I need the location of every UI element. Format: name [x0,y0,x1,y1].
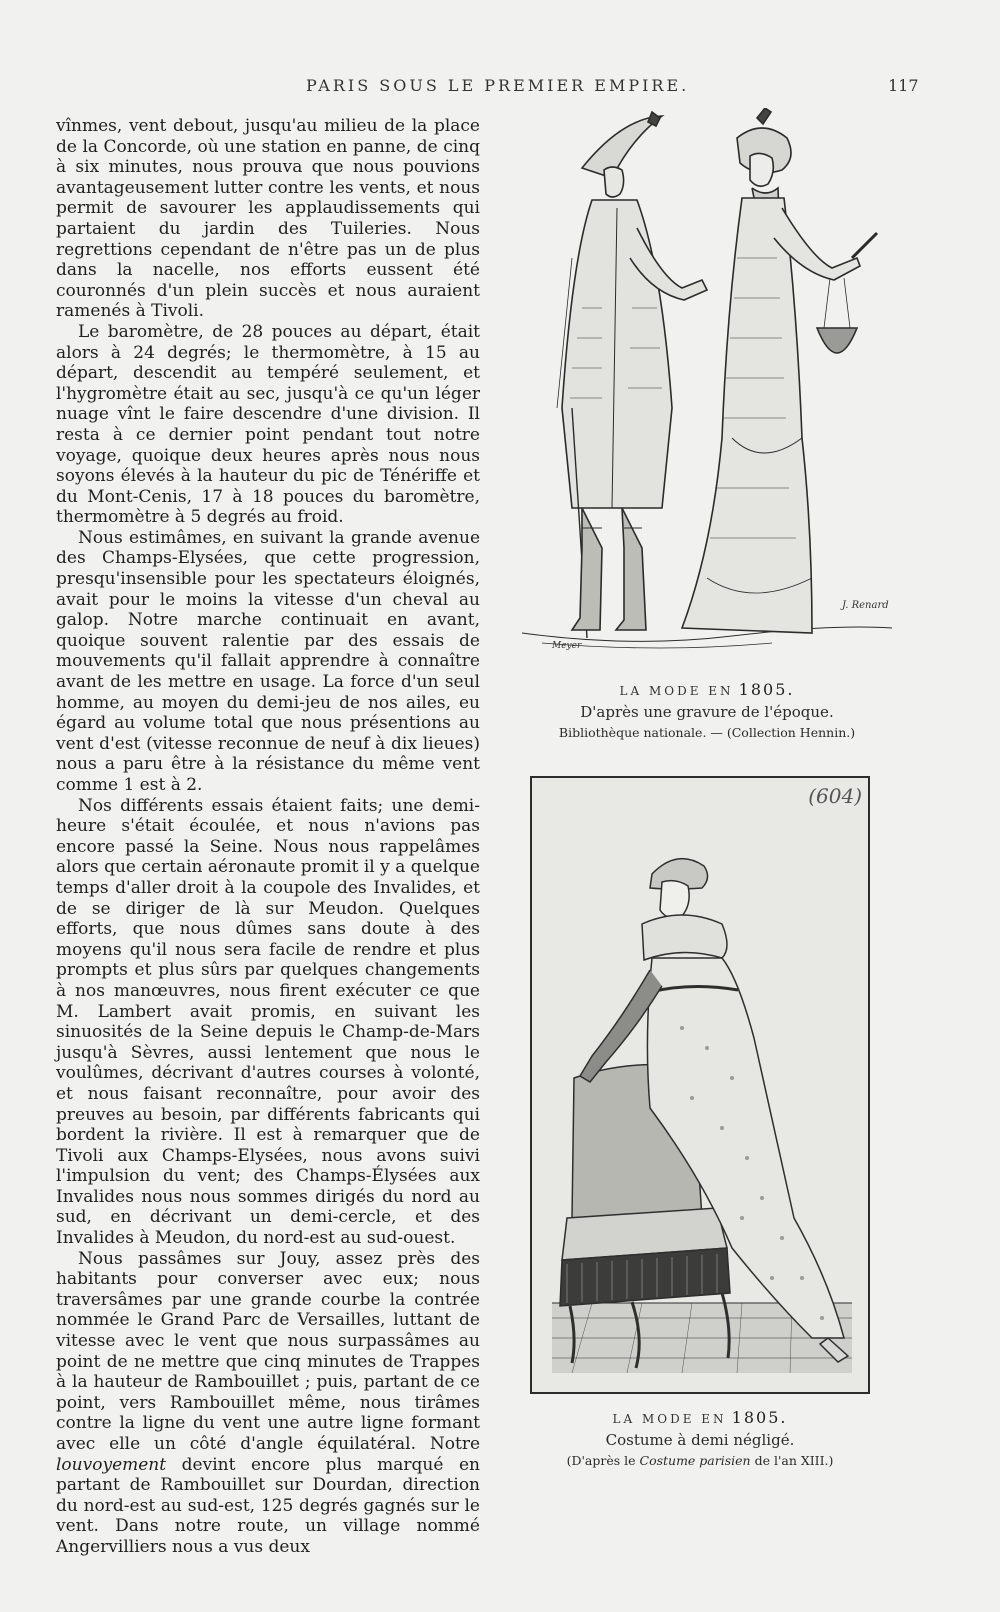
figure-caption [530,1408,870,1468]
paragraph: vînmes, vent debout, jusqu'au milieu de la place de la Concorde, où une station en panne, de cinq à six minutes, nous prouva que nous pouvions avantageusement lutter contre les vents, et nous permit de savourer les applaudissements qui partaient du jardin des Tuileries. Nous regrettions cependant de n'être pas un de plus dans la nacelle, nos efforts eussent été couronnés d'un plein succès et nous auraient ramenés à Tivoli. [56,116,480,322]
paragraph: Nos différents essais étaient faits; une demi-heure s'était écoulée, et nous n'avions pas encore passé la Seine. Nous nous rappelâmes alors que certain aéronaute promit il y a quelque temps d'aller droit à la coupole des Invalides, et de se diriger de là sur Meudon. Quelques efforts, que nous dûmes sans doute à des moyens qu'il nous sera facile de rendre et plus prompts et plus sûrs par quelques changements à nos manœuvres, nous firent exécuter ce que M. Lambert avait promis, en suivant les sinuosités de la Seine depuis le Champ-de-Mars jusqu'à Sèvres, aussi lentement que nous le voulûmes, décrivant d'autres courses à volonté, et nous faisant reconnaître, pour avoir des preuves au besoin, par différents fabricants qui bordent la rivière. Il est à remarquer que de Tivoli aux Champs-Elysées, nous avons suivi l'impulsion du vent; des Champs-Élysées aux Invalides nous nous sommes dirigés du nord au sud, en décrivant un demi-cercle, et des Invalides à Meudon, du nord-est au sud-ouest. [56,795,480,1249]
caption-credit-text: (D'après le [566,1453,640,1468]
caption-year: 1805. [738,680,795,699]
italic-word: louvoyement [56,1454,167,1475]
caption-title: LA MODE EN [612,1412,727,1426]
page-number: 117 [888,76,919,95]
engraver-signature: J. Renard [842,600,889,611]
body-text-column [56,116,480,1558]
running-head [0,76,1000,100]
fashion-plate-frame [530,776,870,1394]
paragraph-text: devint encore plus marqué en partant de Rambouillet sur Dourdan, direction du nord-est au sud-est, 125 degrés gagnés sur le vent. Dans notre route, un village nommé Angervilliers nous a vus deux [56,1454,480,1557]
plate-number: (604) [808,784,862,808]
paragraph: Nous estimâmes, en suivant la grande avenue des Champs-Elysées, que cette progression, presqu'insensible pour les spectateurs éloignés, avait pour le moins la vitesse d'un cheval au galop. Notre marche continuait en avant, quoique souvent ralentie par des essais de mouvements qu'il fallait apprendre à connaître avant de les mettre en usage. La force d'un seul homme, au moyen du demi-jeu de nos ailes, eu égard au volume total que nous présentions au vent d'est (vitesse reconnue de neuf à dix lieues) nous a paru être à la résistance du même vent comme 1 est à 2. [56,527,480,795]
engraving-couple-1805 [512,108,902,668]
engraver-signature: Meyer [552,641,582,651]
caption-credit-italic: Costume parisien [639,1453,751,1468]
paragraph: Le baromètre, de 28 pouces au départ, était alors à 24 degrés; le thermomètre, à 15 au départ, descendit au tempéré seulement, et l'hygromètre était au sec, jusqu'à ce qu'un léger nuage vînt le faire descendre d'une division. Il resta à ce dernier point pendant tout notre voyage, quoique deux heures après nous nous soyons élevés à la hauteur du pic de Ténériffe et du Mont-Cenis, 17 à 18 pouces du baromètre, thermomètre à 5 degrés au froid. [56,321,480,528]
engraving-illustration [512,108,902,668]
caption-title-line [530,1408,870,1427]
fashion-plate-illustration [532,778,868,1392]
paragraph [56,1249,480,1558]
caption-source: D'après une gravure de l'époque. [580,703,834,721]
caption-credit: Bibliothèque nationale. — (Collection Hennin.) [558,725,856,740]
figure-caption [512,680,902,740]
caption-year: 1805. [731,1408,788,1427]
caption-title: LA MODE EN [619,684,734,698]
paragraph-text: Nous passâmes sur Jouy, assez près des habitants pour converser avec eux; nous traversâmes par une grande courbe la contrée nommée le Grand Parc de Versailles, luttant de vitesse avec le vent que nous surpassâmes au point de ne mettre que cinq minutes de Trappes à la hauteur de Rambouillet ; puis, partant de ce point, vers Rambouillet même, nous tirâmes contre la ligne du vent une autre ligne formant avec elle un côté d'angle équilatéral. Notre [56,1248,480,1454]
running-title: PARIS SOUS LE PREMIER EMPIRE. [306,76,690,95]
caption-description: Costume à demi négligé. [605,1431,795,1449]
caption-credit-text: de l'an XIII.) [750,1453,834,1468]
caption-credit [530,1453,870,1468]
caption-title-line [512,680,902,699]
